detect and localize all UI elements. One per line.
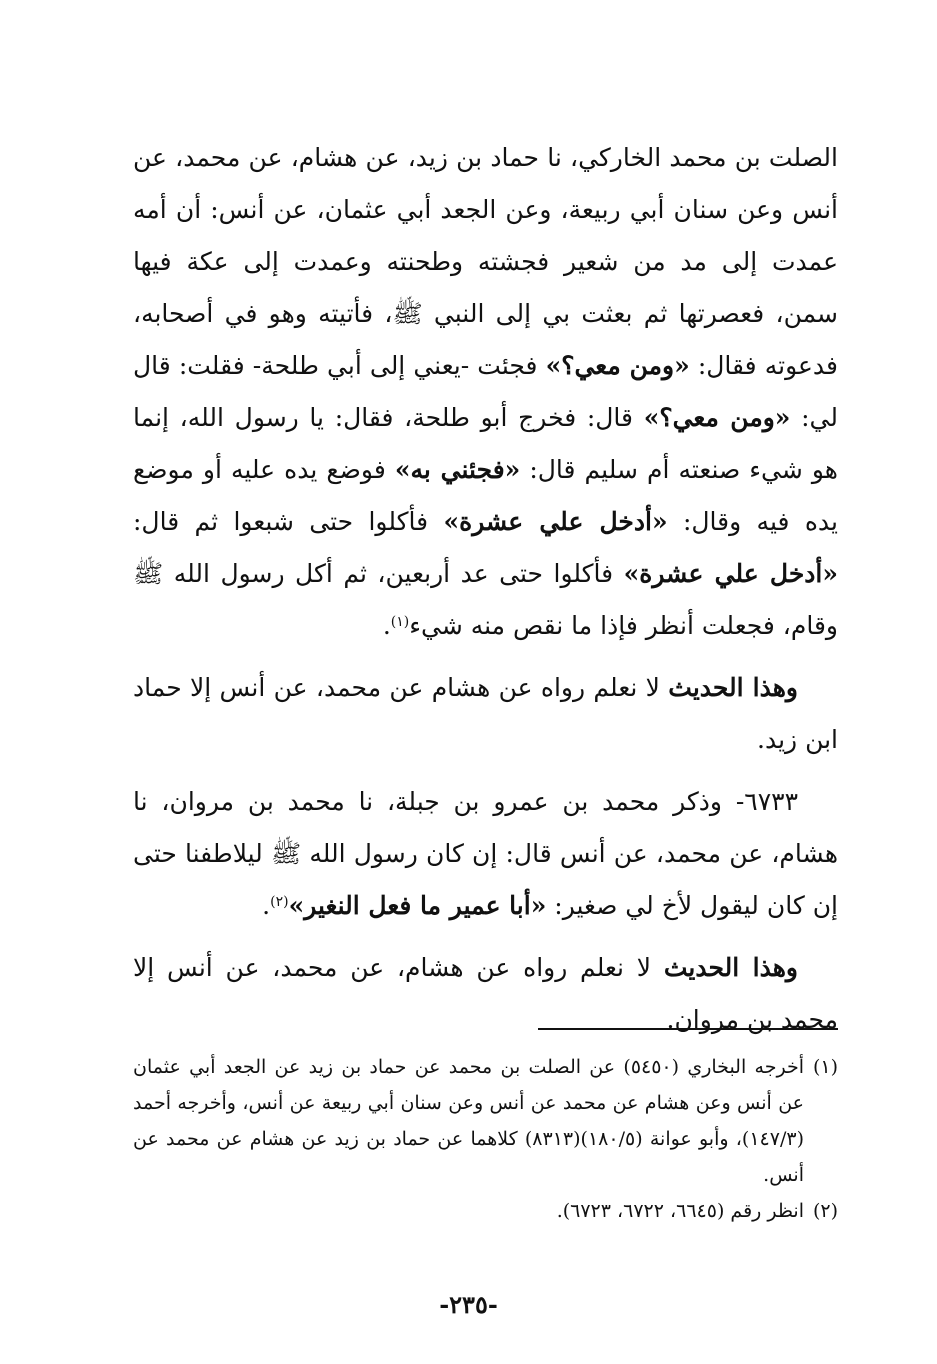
footnote-separator [538,1028,838,1030]
text-run: . [382,611,391,640]
footnote-number: (٢) [812,1200,838,1222]
paragraph [133,776,838,932]
text-run: فجئت -يعني إلى أبي طلحة- فقلت: قال لي: [133,351,838,432]
footnote [133,1193,838,1229]
bold-text: «ومن معي؟» [545,351,690,380]
text-run: فأكلوا حتى عد أربعين، ثم أكل رسول الله ﷺ وقام، فجعلت أنظر فإذا ما نقص منه شيء [133,559,838,640]
bold-text: وهذا الحديث [668,673,799,702]
footnote-text: أخرجه البخاري (٥٤٥٠) عن الصلت بن محمد عن حماد بن زيد عن الجعد أبي عثمان عن أنس وعن هشام عن محمد عن أنس وعن سنان أبي ربيعة عن أنس، وأخرجه أحمد (١٤٧/٣)، وأبو عوانة (١٨٠/٥)(٨٣١٣) كلاهما عن حماد بن زيد عن هشام عن محمد عن أنس. [133,1056,804,1186]
bold-text: وهذا الحديث [663,953,799,982]
footnote-ref: (١) [390,614,410,630]
footnote-number: (١) [812,1056,838,1078]
text-run: الصلت بن محمد الخاركي، نا حماد بن زيد، عن هشام، عن محمد، عن أنس وعن سنان أبي ربيعة، وعن الجعد أبي عثمان، عن أنس: أن أمه عمدت إلى مد من شعير فجشته وطحنته وعمدت إلى عكة فيها سمن، فعصرتها ثم بعثت بي إلى النبي ﷺ، فأتيته وهو في أصحابه، فدعوته فقال: [133,143,838,380]
bold-text: «فجئني به» [394,455,521,484]
text-run: فوضع يده عليه أو موضع يده فيه وقال: [133,455,839,536]
footnote-text: انظر رقم (٦٦٤٥، ٦٧٢٢، ٦٧٢٣). [556,1200,804,1222]
text-run: لا نعلم رواه عن هشام، عن محمد، عن أنس إلا محمد بن مروان. [133,953,838,1034]
paragraph [133,132,838,652]
text-run: فأكلوا حتى شبعوا ثم قال: [133,507,444,536]
main-text [133,132,838,1046]
bold-text: «أبا عمير ما فعل النغير» [288,891,547,920]
bold-text: «ومن معي؟» [643,403,791,432]
text-run: قال: فخرج أبو طلحة، فقال: يا رسول الله، إنما هو شيء صنعته أم سليم قال: [133,403,838,484]
bold-text: «أدخل علي عشرة» [443,507,668,536]
text-run: ٦٧٣٣- وذكر محمد بن عمرو بن جبلة، نا محمد بن مروان، نا هشام، عن محمد، عن أنس قال: إن كان رسول الله ﷺ ليلاطفنا حتى إن كان ليقول لأخ لي صغير: [133,787,838,920]
paragraph [133,942,838,1046]
footnote-ref: (٢) [270,894,289,910]
text-run: لا نعلم رواه عن هشام عن محمد، عن أنس إلا حماد ابن زيد. [133,673,838,754]
paragraph-lead [664,953,838,982]
paragraph [133,662,838,766]
paragraph-lead [668,673,838,702]
bold-text: «أدخل علي عشرة» [623,559,839,588]
page-number: -٢٣٥- [439,1290,498,1319]
footnote [133,1049,838,1193]
footnotes [133,1049,838,1229]
text-run: . [262,891,271,920]
